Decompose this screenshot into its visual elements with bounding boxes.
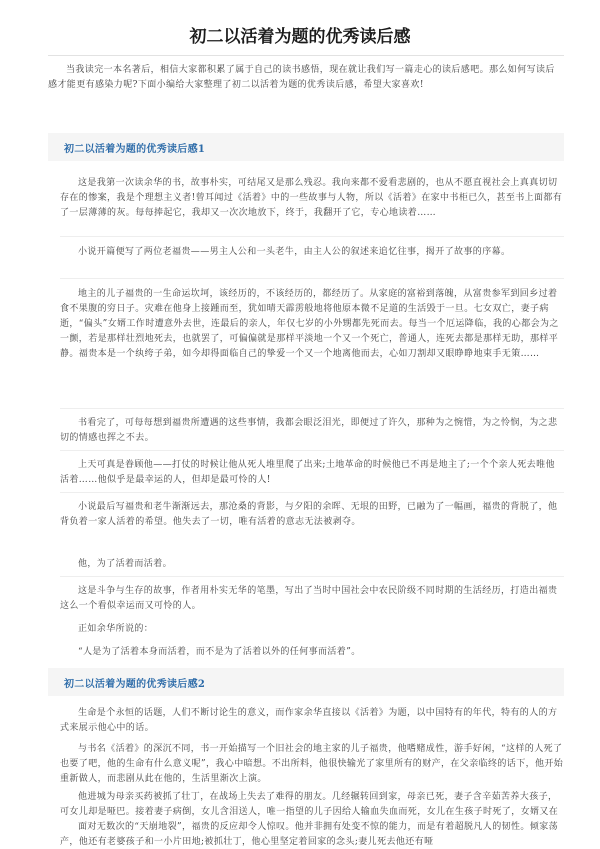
section-heading-1-text: 初二以活着为题的优秀读后感1 [64, 144, 206, 155]
section-heading-2-text: 初二以活着为题的优秀读后感2 [64, 679, 206, 690]
paragraph-divider [60, 576, 564, 577]
section-2-paragraph: 他进城为母亲买药被抓了壮丁，在战场上失去了难得的朋友。几经辗转回到家，母亲已死，妻子含辛茹苦养大孩子，可女儿却是哑巴。接着妻子病倒，女儿含泪送人，唯一指望的儿子因给人输血失血而死，女儿在生孩子时死了，女婿又在 [60, 792, 559, 817]
section-1-paragraph: 上天可真是眷顾他——打仗的时候让他从死人堆里爬了出来;土地革命的时候他已不再是地主了;一个个亲人死去唯他活着……他似乎是最幸运的人，但却是最可怜的人! [60, 460, 555, 485]
section-1-paragraph: 小说开篇便写了两位老福贵——男主人公和一头老牛，由主人公的叙述来追忆往事，揭开了故事的序幕。 [78, 247, 511, 257]
page-title: 初二以活着为题的优秀读后感 [189, 27, 411, 47]
section-1-paragraph: 这是斗争与生存的故事，作者用朴实无华的笔墨，写出了当时中国社会中农民阶级不同时期的生活经历，打造出福贵这么一个看似幸运而又可怜的人。 [60, 586, 558, 611]
paragraph-divider [60, 492, 564, 493]
section-heading-2 [48, 668, 564, 696]
section-2-paragraph: 与书名《活着》的深沉不同，书一开始描写一个旧社会的地主家的儿子福贵，他嗜赌成性，游手好闲，“这样的人死了也要了吧，他的生命有什么意义呢”，我心中暗想。不出所料，他很快输光了家里所有的财产，在父亲临终的话下，他开始重新做人，而悲剧从此在他的，生活里渐次上演。 [60, 744, 564, 784]
section-2-paragraph: 生命是个永恒的话题，人们不断讨论生的意义，而作家余华直接以《活着》为题，以中国特有的年代，特有的人的方式来展示他心中的话。 [60, 708, 558, 733]
title-divider [48, 55, 564, 56]
section-2-paragraph: 面对无数次的“天崩地裂”，福贵的反应却令人惊叹。他并非拥有处变不惊的能力，而是有着超脱凡人的韧性。倾家荡产，他还有老婆孩子和一小片田地;被抓壮丁，他心里坚定着回家的念头;妻儿死去他还有哑 [60, 822, 559, 847]
paragraph-divider [60, 278, 564, 279]
paragraph-divider [60, 408, 564, 409]
section-1-paragraph: 正如余华所说的： [78, 624, 154, 634]
section-1-quote: “人是为了活着本身而活着，而不是为了活着以外的任何事而活着”。 [78, 647, 361, 657]
paragraph-divider [60, 450, 564, 451]
section-1-paragraph: 地主的儿子福贵的一生命运坎坷，该经历的，不该经历的，都经历了。从家庭的富裕到落魄，从富贵参军到回乡过着食不果腹的穷日子。灾难在他身上接踵而至，犹如晴天霹雳般地将他原本微不足道的生活毁于一旦。七女双亡，妻子病逝，“偏头”女婿工作时遭意外去世，连最后的亲人，年仅七岁的小外甥都先死而去。每当一个厄运降临，我的心都会为之一颤，若是那样壮烈地死去，也就罢了，可偏偏就是那样平淡地一个又一个死亡，普通人，连死去都是那样无助，那样平静。福贵本是一个纨绔子弟，如今却得面临自己的挚爱一个又一个地离他而去，心如刀割却又眼睁睁地束手无策…… [60, 289, 559, 359]
section-1-paragraph: 他，为了活着而活着。 [78, 559, 173, 569]
section-1-paragraph: 这是我第一次读余华的书，故事朴实，可结尾又是那么残忍。我向来都不爱看悲剧的，也从不愿直视社会上真真切切存在的惨案，我是个理想主义者!曾耳闻过《活着》中的一些故事与人物，所以《活着》在家中书柜已久，甚至书上面都有了一层薄薄的灰。每每捧起它，我却又一次次地放下，终于，我翻开了它，专心地读着…… [60, 178, 563, 218]
section-1-paragraph: 小说最后写福贵和老牛渐渐远去，那沧桑的背影，与夕阳的余晖、无垠的田野，已融为了一幅画，福贵的背脱了，他背负着一家人活着的希望。他失去了一切，唯有活着的意志无法被剥夺。 [60, 502, 558, 527]
paragraph-divider [60, 236, 564, 237]
intro-paragraph: 当我读完一本名著后，相信大家都积累了属于自己的读书感悟，现在就让我们写一篇走心的读后感吧。那么如何写读后感才能更有感染力呢?下面小编给大家整理了初二以活着为题的优秀读后感，希望大家喜欢! [48, 65, 555, 90]
section-heading-1 [48, 133, 564, 161]
section-1-paragraph: 书看完了，可每每想到福贵所遭遇的这些事情，我都会眼泛泪光，即便过了许久，那种为之惋惜，为之怜悯，为之悲切的情感也挥之不去。 [60, 418, 558, 443]
